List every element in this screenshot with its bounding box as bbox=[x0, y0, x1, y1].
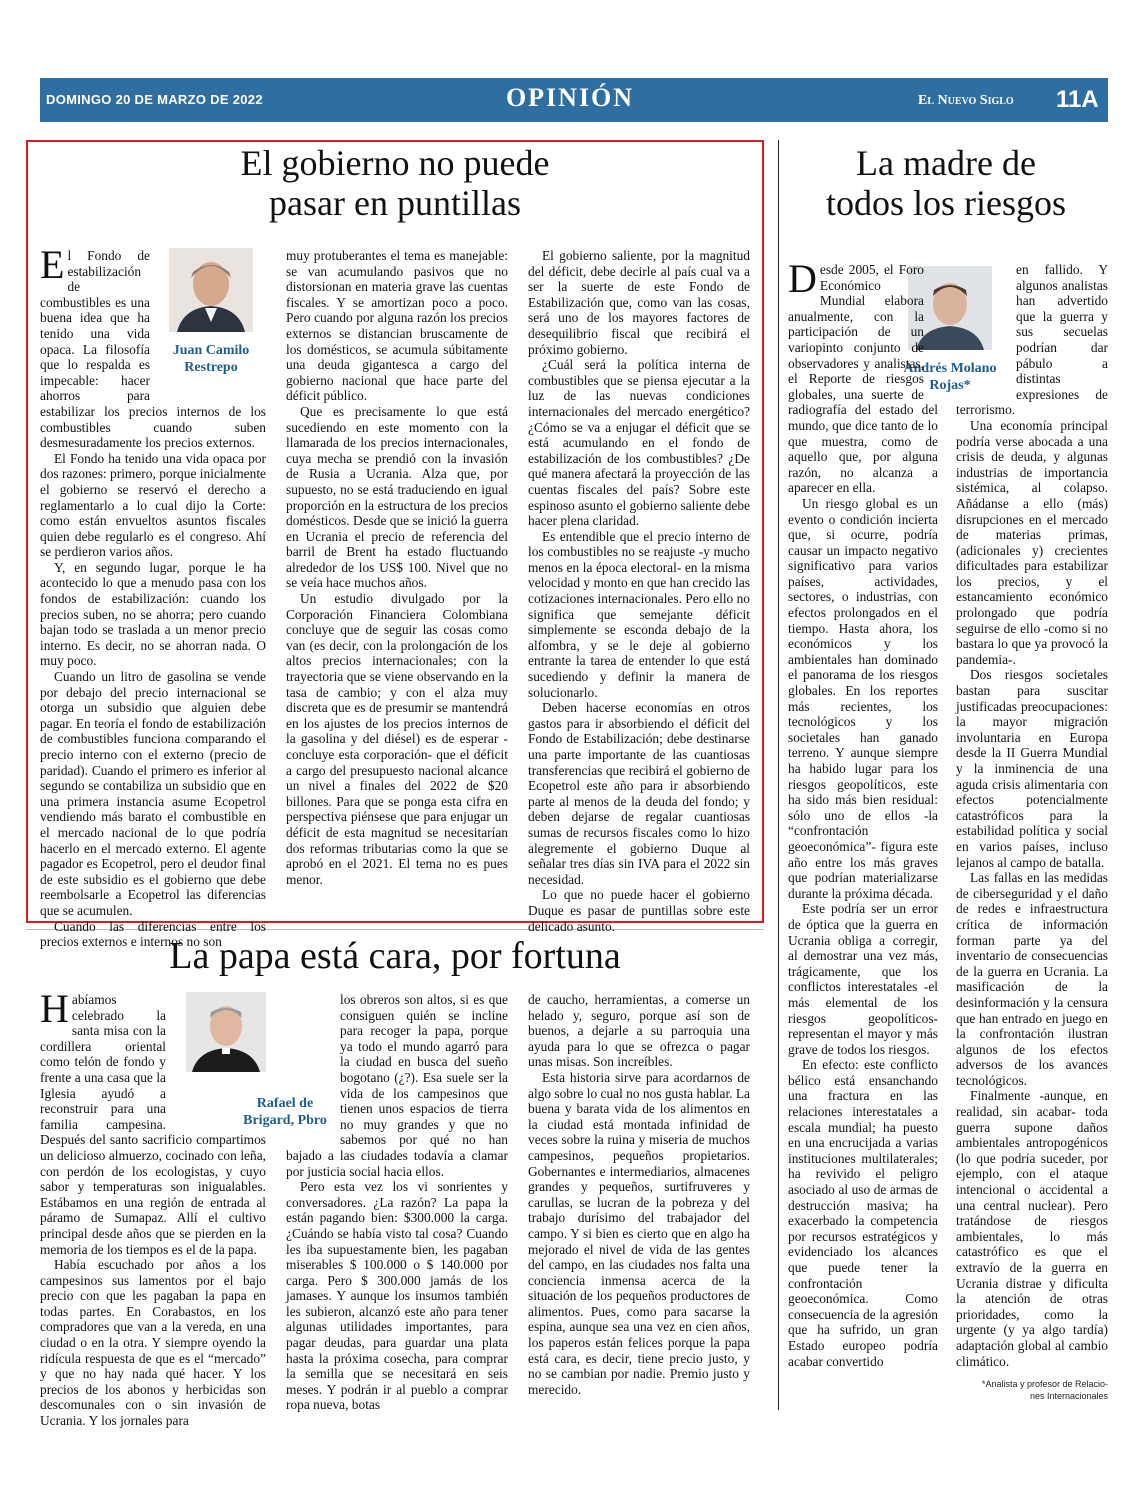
article3-author-line1: Rafael de bbox=[256, 1096, 314, 1111]
article1-title-line2: pasar en puntillas bbox=[269, 182, 521, 223]
article3-paragraph: los obreros son altos, si es que consiguen quién se incline para recoger la papa, porque ya todo el mundo agarró para la ciudad en busca del sueño bogotano (¿?). Esa suele ser la vida de los campesinos que tienen unos espacios de tierra no muy grandes y que no sabemos por qué no han bajado a las ciudades todavía a clamar por justicia social hacia ellos. bbox=[286, 992, 508, 1179]
article2-paragraph: Finalmente -aunque, en realidad, sin acabar- toda guerra supone daños ambientales antropogénicos (lo que podría suceder, por ejemplo, con el ataque intencional o accidental a una central nuclear). Pero tratándose de riesgos ambientales, lo más catastrófico es que el extravío de la guerra en Ucrania distrae y dificulta la atención de otras prioridades, como la urgente (y ya algo tardía) adaptación global al cambio climático. bbox=[956, 1088, 1108, 1369]
article2-footnote bbox=[940, 1378, 1108, 1402]
article3-paragraph: Había escuchado por años a los campesinos sus lamentos por el bajo precio con que les pagaban la papa en todas partes. En Corabastos, en los compradores que van a la vereda, en una ciudad o en la otra. Y siempre oyendo la ridícula respuesta de que es el “mercado” y que no hay nada qué hacer. Y los precios de los abonos y herbicidas son descomunales con o sin invasión de Ucrania. Y los jornales para bbox=[40, 1257, 266, 1429]
article1-paragraph: Cuando un litro de gasolina se vende por debajo del precio internacional se otorga un subsidio que alguien debe pagar. En teoría el fondo de estabilización de combustibles funciona comparando el precio interno con el externo (precio de paridad). Cuando el primero es inferior al segundo se contabiliza un subsidio que en una primera instancia asume Ecopetrol vendiendo más barato el combustible en el mercado nacional de lo que podría hacerlo en el mercado externo. El agente pagador es Ecopetrol, pero el deudor final de este subsidio es el gobierno que debe reembolsarle a Ecopetrol las diferencias que se acumulen. bbox=[40, 669, 266, 918]
portrait-juan-camilo-restrepo-icon bbox=[169, 248, 253, 332]
article1-paragraph: ¿Cuál será la política interna de combustibles que se piensa ejecutar a la luz de las nuevas condiciones internacionales del mercado energético? ¿Cómo se va a enjugar el déficit que se está acumulando en el fondo de estabilización de los combustibles? ¿De qué manera afectará la proyección de las cuentas fiscales del país? Sobre este espinoso asunto el gobierno saliente debe hacer plena claridad. bbox=[528, 357, 751, 529]
article2-paragraph: en fallido. Y algunos analistas han advertido que la guerra y sus secuelas podrían dar pábulo a distintas expresiones de terrorismo. bbox=[956, 262, 1108, 418]
article2-title-line2: todos los riesgos bbox=[825, 182, 1066, 223]
article3-paragraph: Pero esta vez los vi sonrientes y conversadores. ¿La razón? La papa la están pagando bien: $300.000 la carga. ¿Cuándo se había visto tal cosa? Cuando les iba supuestamente bien, les pagaban miserables $ 100.000 o $ 140.000 por carga. Pero $ 300.000 jamás de los jamases. Y aunque los insumos también les subieron, alcanzó este año para tener algunas utilidades importantes, para pagar deudas, para guardar una plata hasta la próxima cosecha, para comprar la semilla que se necesitará en seis meses. Y podrán ir al pueblo a comprar ropa nueva, botas bbox=[286, 1179, 508, 1413]
article1-paragraph: Cuando las diferencias entre los precios externos e internos no son bbox=[40, 918, 266, 950]
article2-footnote-line2: nes Internacionales bbox=[1029, 1391, 1108, 1401]
article1-author-box bbox=[156, 248, 266, 400]
article1-paragraph: Es entendible que el precio interno de los combustibles no se reajuste -y mucho menos en la época electoral- en la misma velocidad y monto en que han crecido las cotizaciones internacionales. Pero ello no significa que semejante déficit simplemente se esconda debajo de la alfombra, y se le deje al gobierno entrante la tarea de entender lo que está sucediendo y definir la manera de solucionarlo. bbox=[528, 528, 750, 700]
article2-dropcap: D bbox=[788, 256, 817, 301]
article1-paragraph: Lo que no puede hacer el gobierno Duque es pasar de puntillas sobre este delicado asunto. bbox=[528, 887, 750, 934]
portrait-rafael-de-brigard-icon bbox=[186, 992, 266, 1072]
article1-title-line1: El gobierno no puede bbox=[240, 143, 550, 183]
article2-headline bbox=[786, 144, 1106, 223]
article1-paragraph: Y, en segundo lugar, porque le ha acontecido lo que a menudo pasa con los fondos de estabilización: cuando los precios suben, no se ahorra; pero cuando bajan todo se traslada a un menor precio interno. Es decir, no se ahorran nada. O muy poco. bbox=[40, 559, 266, 669]
article3-paragraph: de caucho, herramientas, a comerse un helado y, seguro, porque así son de buenos, a dejarle a su parroquia una ayuda para lo que se ofrezca o pagar unas misas. Son increíbles. bbox=[528, 992, 750, 1070]
article1-author-line2: Restrepo bbox=[184, 360, 238, 375]
article1-dropcap: E bbox=[40, 242, 65, 287]
article1-paragraph: El gobierno saliente, por la magnitud del déficit, debe decirle al país cual va a ser la suerte de este Fondo de Estabilización que, como van las cosas, será uno de los mayores factores de desequilibrio fiscal que recibirá el próximo gobierno. bbox=[528, 248, 750, 357]
article2-paragraph: Un riesgo global es un evento o condición incierta que, si ocurre, podría causar un impacto negativo significativo para varios países, actividades, sectores, o industrias, con efectos prolongados en el tiempo. Hasta ahora, los económicos y los ambientales han dominado el panorama de los riesgos globales. En los reportes más recientes, los tecnológicos y los societales han ganado terreno. Y aunque siempre ha habido lugar para los riesgos geopolíticos, este ha sido más bien residual: sólo uno de ellos -la “confrontación geoeconómica”- figura este año entre los más graves que podrían materializarse durante la próxima década. bbox=[788, 495, 938, 901]
article3-paragraph: Esta historia sirve para acordarnos de algo sobre lo cual no nos gusta hablar. La buena y barata vida de los alimentos en la ciudad está montada infinidad de veces sobre la ruina y miseria de muchos campesinos, pequeños propietarios. Gobernantes e intermediarios, almacenes grandes y pequeños, surtifruveres y carullas, se lucran de la pobreza y del trabajo durísimo del trabajador del campo. Y si bien es cierto que en algo ha mejorado el nivel de vida de las gentes del campo, en las ciudades nos falta una conciencia inmensa acerca de la situación de los pequeños productores de alimentos. Pues, como para sacarse la espina, aunque sea una vez en cien años, los paperos están felices porque la papa está cara, es decir, tiene precio justo, y no se cambian por nadie. Premio justo y merecido. bbox=[528, 1069, 751, 1397]
article1-paragraph: Deben hacerse economías en otros gastos para ir absorbiendo el déficit del Fondo de Estabilización; debe destinarse una parte importante de las cuantiosas transferencias que recibirá el gobierno de Ecopetrol este año para ir absorbiendo parte al menos de la deuda del fondo; y deben dejarse de regalar cuantiosas sumas de recursos fiscales como lo hizo alegremente el gobierno Duque al señalar tres días sin IVA para el 2022 sin necesidad. bbox=[528, 700, 750, 887]
article1-paragraph: muy protuberantes el tema es manejable: se van acumulando pasivos que no distorsionan en materia grave las cuentas fiscales. Y se amortizan poco a poco. Pero cuando por alguna razón los precios externos se distancian bruscamente de los domésticos, se acumula súbitamente una deuda gigantesca a cargo del gobierno nacional que hace parte del déficit público. bbox=[286, 248, 508, 404]
article2-author-line2: Rojas* bbox=[929, 378, 971, 393]
column-divider bbox=[778, 140, 779, 1410]
article2-author-line1: Andrés Molano bbox=[903, 361, 997, 376]
article1-paragraph: El Fondo ha tenido una vida opaca por dos razones: primero, porque inicialmente el gobierno se reservó el derecho a reglamentarlo a lo cual dijo la Corte: como están envueltos asuntos fiscales quien debe regularlo es el congreso. Ahí se perdieron varios años. bbox=[40, 450, 266, 560]
header-section: OPINIÓN bbox=[505, 83, 635, 112]
article3-title: La papa está cara, por fortuna bbox=[169, 935, 621, 977]
article2-column-2 bbox=[956, 262, 1108, 1372]
header-publication: El Nuevo Siglo bbox=[918, 93, 1014, 108]
article3-headline bbox=[40, 936, 750, 978]
article2-title-line1: La madre de bbox=[856, 143, 1036, 183]
article3-column-1 bbox=[40, 986, 266, 1429]
article3-author-line2: Brigard, Pbro bbox=[243, 1113, 327, 1128]
article3-dropcap: H bbox=[40, 986, 69, 1031]
article2-paragraph: Dos riesgos societales bastan para suscitar justificadas preocupaciones: la mayor migración involuntaria en Europa desde la II Guerra Mundial y la inminencia de una aguda crisis alimentaria con efectos potencialmente catastróficos para la estabilidad política y social en varios países, incluso lejanos al campo de batalla. bbox=[956, 667, 1108, 870]
header-page-number: 11A bbox=[1056, 86, 1099, 113]
article2-paragraph: Este podría ser un error de óptica que la guerra en Ucrania obliga a corregir, al demostrar una vez más, trágicamente, que los conflictos interestatales -el más elemental de los riesgos geopolíticos- representan el mayor y más grave de todos los riesgos. bbox=[788, 901, 938, 1057]
article2-paragraph: Una economía principal podría verse abocada a una crisis de deuda, y algunas industrias de importancia sistémica, al colapso. Añádanse a ello (más) disrupciones en el mercado de materias primas, (adicionales y) crecientes dificultades para estabilizar los precios, y el estancamiento económico prolongado que podría seguirse de ello -como si no bastara lo que ya provocó la pandemia-. bbox=[956, 417, 1108, 667]
article3-paragraph: abíamos celebrado la santa misa con la cordillera oriental como telón de fondo y frente a una casa que la Iglesia ayudó a reconstruir para una familia campesina. Después del santo sacrificio compartimos un delicioso almuerzo, cocinado con leña, con perdón de los ecologistas, y cuyo sabor y temperaturas son inigualables. Estábamos en una región de entrada al páramo de Sumapaz. Allí el cultivo principal desde años que se pierden en la memoria de los tiempos es el de la papa. bbox=[40, 992, 266, 1257]
article1-paragraph: l Fondo de estabilización de combustibles es una buena idea que ha tenido una vida opaca. La filosofía que lo respalda es impecable: hacer ahorros para estabilizar los precios internos de los combustibles cuando suben desmesuradamente los precios externos. bbox=[40, 248, 266, 451]
article1-paragraph: Un estudio divulgado por la Corporación Financiera Colombiana concluye que de seguir las cosas como van (es decir, con la prolongación de los altos precios internacionales; con la trayectoria que se viene observando en la tasa de cambio; y con el alza muy discreta que es de presumir se mantendrá en los ajustes de los precios internos de la gasolina y del diésel) es de esperar -concluye esta corporación- que el déficit a cargo del presupuesto nacional alcance un nivel a finales del 2022 de $20 billones. Para que se ponga esta cifra en perspectiva piénsese que para enjugar un déficit de esta magnitud se necesitarían dos reformas tributarias como la que se aprobó en el 2021. El tema no es pues menor. bbox=[286, 591, 508, 887]
article2-footnote-line1: *Analista y profesor de Relacio- bbox=[981, 1379, 1108, 1389]
article3-column-2 bbox=[286, 992, 508, 1413]
article2-paragraph: Las fallas en las medidas de ciberseguridad y el daño de redes e infraestructura crítica de información forman parte ya del inventario de consecuencias de la guerra en Ucrania. La masificación de la desinformación y la censura que han entrado en juego en la confrontación ilustran algunos de los efectos adversos de los avances tecnológicos. bbox=[956, 870, 1108, 1088]
article1-column-1 bbox=[40, 242, 266, 950]
article3-column-3 bbox=[528, 992, 750, 1402]
article2-column-1 bbox=[788, 256, 938, 1402]
article2-paragraph: En efecto: este conflicto bélico está ensanchando una fractura en las relaciones interestatales a escala mundial; ha puesto en una encrucijada a varias instituciones multilaterales; ha revivido el peligro asociado al uso de armas de destrucción masiva; ha exacerbado la competencia por recursos estratégicos y evidenciado los alcances que puede tener la confrontación geoeconómica. Como consecuencia de la agresión que ha sufrido, un gran Estado europeo podría acabar convertido bbox=[788, 1057, 938, 1369]
header-date: DOMINGO 20 DE MARZO DE 2022 bbox=[46, 92, 263, 107]
article1-paragraph: Que es precisamente lo que está sucediendo en este momento con la llamarada de los precios internacionales, cuya mecha se prendió con la invasión de Rusia a Ucrania. Alza que, por supuesto, no se está traduciendo en igual proporción en la estructura de los precios domésticos. Desde que se inició la guerra en Ucrania el precio de referencia del barril de Brent ha estado fluctuando alrededor de los US$ 100. Nivel que no se veía hace muchos años. bbox=[286, 403, 508, 591]
article1-headline bbox=[40, 144, 750, 223]
article1-author-line1: Juan Camilo bbox=[172, 343, 250, 358]
article1-column-2 bbox=[286, 248, 508, 913]
article2-paragraph: esde 2005, el Foro Económico Mundial elabora anualmente, con la participación de un variopinto conjunto de observadores y analistas, el Reporte de riesgos globales, una suerte de radiografía del estado del mundo, que dice tanto de lo que muestra, como de aquello que, por alguna razón, no alcanza a aparecer en ella. bbox=[788, 262, 938, 496]
article1-column-3 bbox=[528, 248, 751, 934]
